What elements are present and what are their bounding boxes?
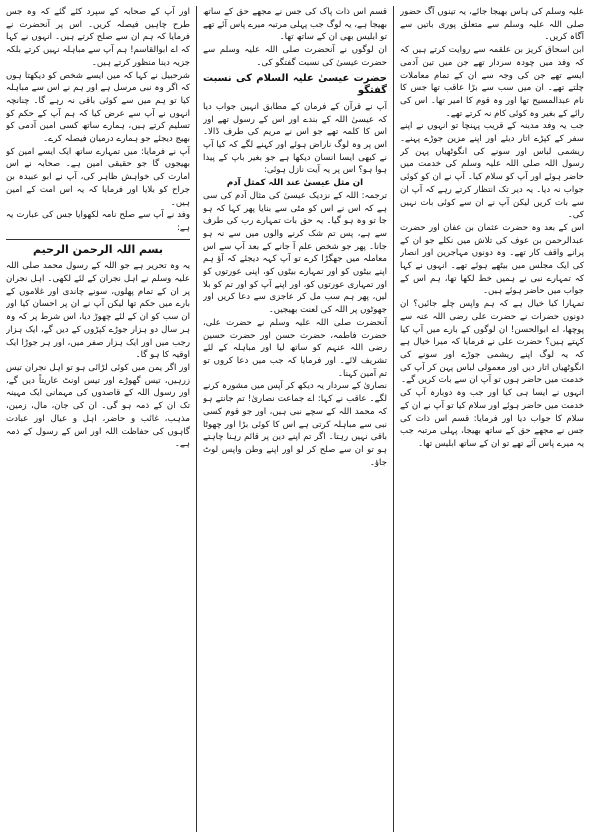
paragraph: اور آپ کے صحابہ کے سپرد کئے گئے کہ وہ جس طرح چاہیں فیصلہ کریں۔ اس پر آنحضرت نے فرمایا کہ ہم ان سے صلح کرتے ہیں۔ انہوں نے کہا کہ اے ابوالقاسم! ہم آپ سے مباہلہ نہیں کرتے بلکہ جزیہ دینا منظور کرتے ہیں۔ xyxy=(6,7,190,68)
paragraph: اور اگر یمن میں کوئی لڑائی ہو تو اہل نجران تیس زرہیں، تیس گھوڑے اور تیس اونٹ عاریتاً دیں گے، اور رسول اللہ کے قاصدوں کی مہمانی ایک مہینہ تک ان کے ذمہ ہو گی۔ ان کی جان، مال، زمین، مذہب، غائب و حاضر، اہل و عیال اور عبادت گاہوں کی حفاظت اللہ اور اس کے رسول کے ذمہ ہے۔ xyxy=(6,362,190,450)
paragraph: آنحضرت صلی اللہ علیہ وسلم نے حضرت علی، حضرت فاطمہ، حضرت حسن اور حضرت حسین رضی اللہ عنہم کو ساتھ لیا اور مباہلہ کے لئے تشریف لائے۔ اور فرمایا کہ جب میں دعا کروں تو تم آمین کہنا۔ xyxy=(203,317,387,379)
text-columns xyxy=(6,6,584,832)
paragraph: انہوں نے ایسا ہی کیا اور جب وہ دوبارہ آپ کی خدمت میں حاضر ہوئے اور سلام کیا تو آپ نے ان کے سلام کا جواب دیا اور فرمایا: قسم اس ذات کی جس نے مجھے حق کے ساتھ بھیجا، پہلی مرتبہ جب یہ میرے پاس آئے تھے تو ان کے ساتھ ابلیس تھا۔ xyxy=(400,388,584,449)
column-right xyxy=(400,6,584,832)
column-divider xyxy=(196,6,197,832)
paragraph: علیہ وسلم کی ہاس بھیجا جائے، یہ تینوں آگ حضور صلی اللہ علیہ وسلم سے متعلق پوری باتیں سے آگاہ کریں۔ xyxy=(400,7,584,43)
paragraph: یہ وہ تحریر ہے جو اللہ کے رسول محمد صلی اللہ علیہ وسلم نے اہل نجران کے لئے لکھی۔ اہل نجران پر ان کے تمام پھلوں، سونے چاندی اور غلاموں کے بارے میں حکم تھا لیکن آپ نے ان پر احسان کیا اور ان سب کو ان کے لئے چھوڑ دیا، اس شرط پر کہ وہ ہر سال دو ہزار جوڑے کپڑوں کے دیں گے، ایک ہزار رجب میں اور ایک ہزار صفر میں، اور ہر جوڑا ایک اوقیہ کا ہو گا۔ xyxy=(6,261,190,361)
section-heading: حضرت عیسیٰ علیہ السلام کی نسبت گفتگو xyxy=(203,72,387,97)
verse-title: ان مثل عیسیٰ عند اللہ کمثل آدم xyxy=(226,178,364,189)
paragraph: اس کے بعد وہ حضرت عثمان بن عفان اور حضرت عبدالرحمن بن عوف کی تلاش میں نکلے جو ان کے پرانے واقف کار تھے۔ وہ دونوں مہاجرین اور انصار کی ایک مجلس میں بیٹھے ہوئے تھے۔ انہوں نے کہا کہ تمہارے نبی نے ہمیں خط لکھا تھا، ہم اس کے جواب میں حاضر ہوئے ہیں۔ xyxy=(400,222,584,297)
paragraph: ابن اسحاق کریز بن علقمہ سے روایت کرتے ہیں کہ کہ وفد میں چودہ سردار تھے جن میں تین آدمی ایسے تھے جن کی وجہ سے ان کے تمام معاملات چلتے تھے۔ ان میں سب سے بڑا عاقب تھا جس کا نام عبدالمسیح تھا اور وہ قوم کا امیر تھا۔ اس کی رائے کے بغیر وہ کوئی کام نہ کرتے تھے۔ xyxy=(400,45,584,119)
paragraph: آپ نے قرآن کے فرمان کے مطابق انہیں جواب دیا کہ عیسیٰ اللہ کے بندے اور اس کے رسول تھے اور اس کا کلمہ تھے جو اس نے مریم کی طرف ڈالا۔ اس پر وہ لوگ ناراض ہوئے اور کہنے لگے کہ کیا آپ نے کبھی ایسا انسان دیکھا ہے جو بغیر باپ کے پیدا ہوا ہو؟ اس پر یہ آیت نازل ہوئی: xyxy=(203,101,387,176)
column-left xyxy=(6,6,190,832)
column-divider xyxy=(393,6,394,832)
paragraph: وفد نے آپ سے صلح نامہ لکھوایا جس کی عبارت یہ ہے: xyxy=(6,210,190,233)
paragraph: نصاریٰ کے سردار یہ دیکھ کر آپس میں مشورہ کرنے لگے۔ عاقب نے کہا: اے جماعت نصاریٰ! تم جانتے ہو کہ محمد اللہ کے سچے نبی ہیں، اور جو قوم کسی نبی سے مباہلہ کرتی ہے اس کا کوئی بڑا اور چھوٹا باقی نہیں رہتا۔ اگر تم اپنے دین پر قائم رہنا چاہتے ہو تو ان سے صلح کر لو اور اپنے وطن واپس لوٹ جاؤ۔ xyxy=(203,381,387,468)
paragraph: قسم اس ذات پاک کی جس نے مجھے حق کے ساتھ بھیجا ہے، یہ لوگ جب پہلی مرتبہ میرے پاس آئے تھے تو ابلیس بھی ان کے ساتھ تھا۔ xyxy=(203,7,387,43)
paragraph: تمہارا کیا خیال ہے کہ ہم واپس چلے جائیں؟ ان دونوں حضرات نے حضرت علی رضی اللہ عنہ سے پوچھا، اے ابوالحسن! ان لوگوں کے بارے میں آپ کیا کہتے ہیں؟ حضرت علی نے فرمایا کہ میرا خیال ہے کہ یہ لوگ اپنے ریشمی جوڑے اور سونے کی انگوٹھیاں اتار دیں اور معمولی لباس پہن کر آپ کی خدمت میں حاضر ہوں تو آپ ان سے بات کریں گے۔ xyxy=(400,299,584,386)
paragraph: شرحبیل نے کہا کہ میں ایسے شخص کو دیکھتا ہوں کہ اگر وہ نبی مرسل ہے اور ہم نے اس سے مباہلہ کیا تو ہم میں سے کوئی باقی نہ رہے گا۔ چنانچہ انہوں نے آپ سے عرض کیا کہ ہم آپ کے حکم کو تسلیم کرتے ہیں، ہمارے ساتھ کسی امین آدمی کو بھیج دیجئے جو ہمارے درمیان فیصلہ کرے۔ xyxy=(6,70,190,145)
paragraph: جب یہ وفد مدینہ کے قریب پہنچا تو انہوں نے اپنے سفر کے کپڑے اتار دیئے اور اپنے مزین جوڑے پہنے۔ ریشمی لباس اور سونے کی انگوٹھیاں پہن کر رسول اللہ صلی اللہ علیہ وسلم کی خدمت میں حاضر ہوئے اور آپ کو سلام کیا۔ آپ نے ان کو کوئی جواب نہ دیا۔ یہ دیر تک انتظار کرتے رہے کہ آپ ان سے بات کریں لیکن آپ نے ان سے کوئی بات نہیں کی۔ xyxy=(400,121,584,221)
paragraph: ان لوگوں نے آنحضرت صلی اللہ علیہ وسلم سے حضرت عیسیٰ کی نسبت گفتگو کی۔ xyxy=(203,45,387,68)
section-divider xyxy=(6,239,190,240)
paragraph: ترجمہ: اللہ کے نزدیک عیسیٰ کی مثال آدم کی سی ہے کہ اس نے اس کو مٹی سے بنایا پھر کہا کہ ہو جا تو وہ ہو گیا۔ یہ حق بات تمہارے رب کی طرف سے ہے، پس تم شک کرنے والوں میں سے نہ ہو جانا۔ پھر جو شخص علم آ جانے کے بعد آپ سے اس معاملہ میں جھگڑا کرے تو آپ کہہ دیجئے کہ آؤ ہم اپنے بیٹوں کو اور تمہارے بیٹوں کو، اپنی عورتوں کو اور تمہاری عورتوں کو، اور اپنے آپ کو اور تم کو بلا لیں، پھر ہم سب مل کر عاجزی سے دعا کریں اور جھوٹوں پر اللہ کی لعنت بھیجیں۔ xyxy=(203,190,387,316)
column-middle xyxy=(203,6,387,832)
paragraph: آپ نے فرمایا: میں تمہارے ساتھ ایک ایسے امین کو بھیجوں گا جو حقیقی امین ہے۔ صحابہ نے اس امارت کی خواہش ظاہر کی، آپ نے ابو عبیدہ بن جراح کو بلایا اور فرمایا کہ یہ اس امت کے امین ہیں۔ xyxy=(6,146,190,208)
bismillah-heading: بسم اللہ الرحمن الرحیم xyxy=(32,242,163,256)
